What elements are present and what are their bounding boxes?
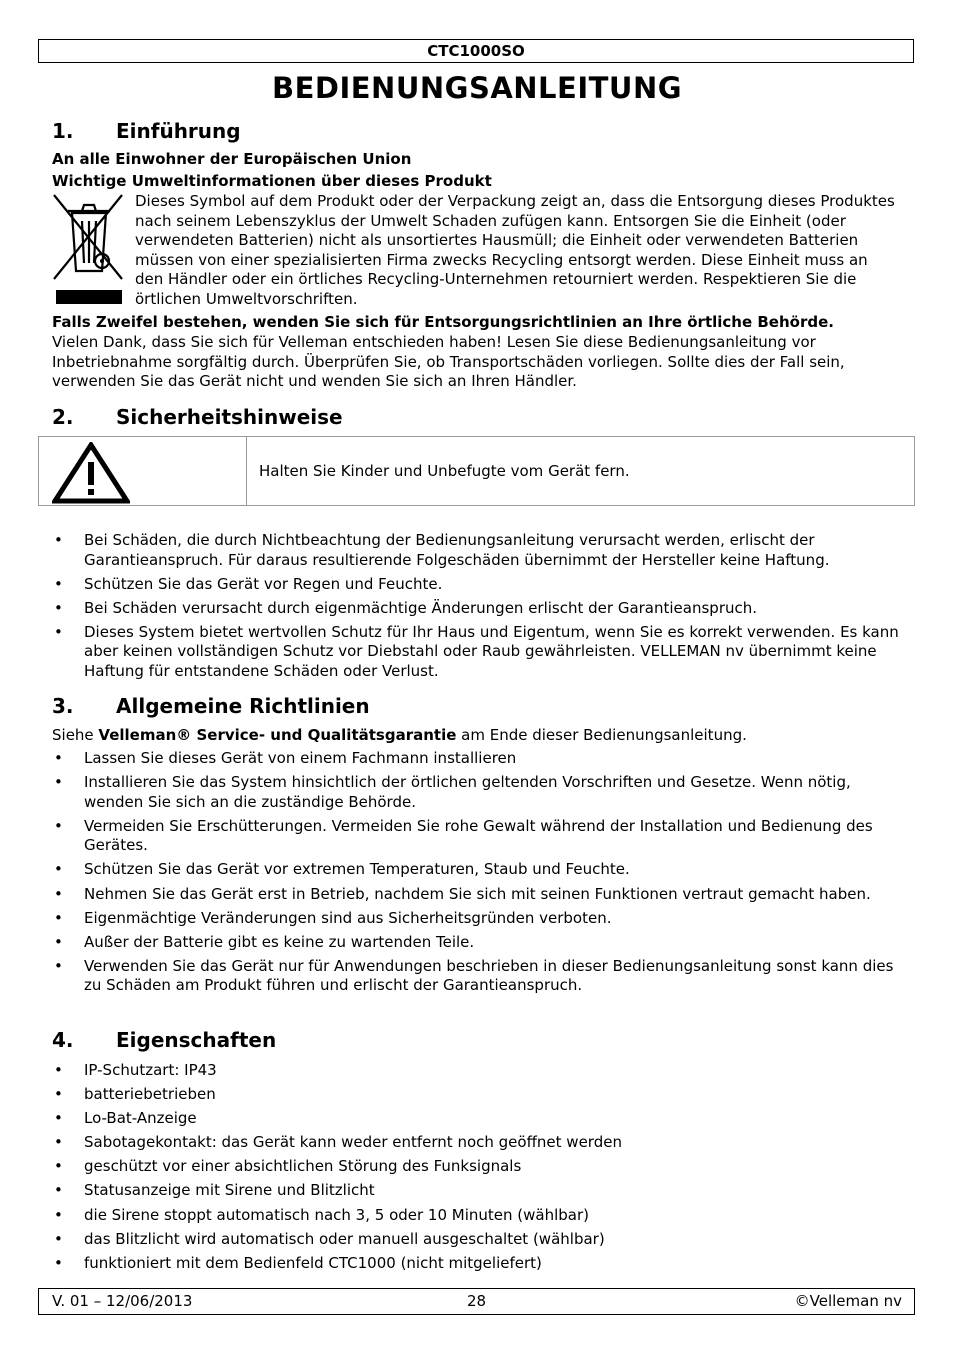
section-1-heading [52, 118, 241, 144]
warranty-reference: Velleman® Service- und Qualitätsgarantie [98, 726, 457, 744]
document-footer [38, 1288, 915, 1315]
section-1-title: Einführung [116, 119, 241, 143]
weee-disposal-text: Dieses Symbol auf dem Produkt oder der Verpackung zeigt an, dass die Entsorgung dieses Produktes nach seinem Lebenszyklus der Umwelt Schaden zufügen kann. Entsorgen Sie die Einheit (oder verwendeten Batterien) nicht als unsortiertes Hausmüll; die Einheit oder verwendeten Batterien müssen von einer spezialisierten Firma zwecks Recycling entsorgt werden. Diese Einheit muss an den Händler oder ein örtliches Recycling-Unternehmen retourniert werden. Respektieren Sie die örtlichen Umweltvorschriften. [135, 192, 895, 308]
list-item: • Schützen Sie das Gerät vor extremen Temperaturen, Staub und Feuchte. [54, 860, 630, 879]
section-4-heading [52, 1027, 276, 1053]
list-item: • das Blitzlicht wird automatisch oder manuell ausgeschaltet (wählbar) [54, 1229, 605, 1248]
bullet: • [54, 908, 63, 927]
intro-paragraph: Vielen Dank, dass Sie sich für Velleman entschieden haben! Lesen Sie diese Bedienungsanleitung vor Inbetriebnahme sorgfältig durch. Überprüfen Sie, ob Transportschäden vorliegen. Sollte dies der Fall sein, verwenden Sie das Gerät nicht und wenden Sie sich an Ihren Händler. [52, 333, 845, 391]
bullet: • [54, 956, 63, 975]
section-1-number: 1. [52, 119, 74, 143]
features-bullet-list [52, 1061, 902, 1278]
bullet: • [54, 1061, 63, 1079]
list-item: • Außer der Batterie gibt es keine zu wartenden Teile. [54, 932, 475, 951]
bullet: • [54, 598, 63, 617]
section-2-title: Sicherheitshinweise [116, 405, 343, 429]
list-item: • Vermeiden Sie Erschütterungen. Vermeiden Sie rohe Gewalt während der Installation und Bedienung des Gerätes. [54, 816, 873, 855]
bullet: • [54, 773, 63, 792]
eu-residents-subheading: An alle Einwohner der Europäischen Union [52, 150, 412, 168]
list-item: • die Sirene stoppt automatisch nach 3, 5 oder 10 Minuten (wählbar) [54, 1205, 590, 1224]
section-3-heading [52, 693, 370, 719]
section-4-number: 4. [52, 1028, 74, 1052]
version-date: V. 01 – 12/06/2013 [52, 1292, 193, 1310]
list-item: • batteriebetrieben [54, 1085, 216, 1104]
document-header [38, 39, 914, 63]
bullet: • [54, 1109, 63, 1128]
list-item: • Lassen Sie dieses Gerät von einem Fachmann installieren [54, 749, 517, 767]
list-item: • geschützt vor einer absichtlichen Störung des Funksignals [54, 1157, 522, 1176]
copyright: ©Velleman nv [794, 1292, 902, 1310]
bullet: • [54, 1133, 63, 1152]
list-item: • Sabotagekontakt: das Gerät kann weder entfernt noch geöffnet werden [54, 1133, 622, 1152]
list-item: • IP-Schutzart: IP43 [54, 1061, 217, 1079]
bullet: • [54, 531, 63, 549]
warning-icon-cell [39, 437, 247, 505]
warning-text: Halten Sie Kinder und Unbefugte vom Gerät fern. [259, 462, 630, 480]
bullet: • [54, 1205, 63, 1224]
list-item: • Verwenden Sie das Gerät nur für Anwendungen beschrieben in dieser Bedienungsanleitung sonst kann dies zu Schäden am Produkt führen und erlischt der Garantieanspruch. [54, 956, 894, 995]
bullet: • [54, 1253, 63, 1272]
bullet: • [54, 1085, 63, 1104]
environment-info-subheading: Wichtige Umweltinformationen über dieses Produkt [52, 172, 492, 190]
page-number: 28 [466, 1292, 487, 1310]
disposal-authority-note: Falls Zweifel bestehen, wenden Sie sich für Entsorgungsrichtlinien an Ihre örtliche Behörde. [52, 313, 834, 331]
list-item: • Lo-Bat-Anzeige [54, 1109, 197, 1128]
list-item: • Schützen Sie das Gerät vor Regen und Feuchte. [54, 574, 443, 593]
list-item: • Bei Schäden, die durch Nichtbeachtung der Bedienungsanleitung verursacht werden, erlischt der Garantieanspruch. Für daraus resultierende Folgeschäden übernimmt der Hersteller keine Haftung. [54, 531, 830, 569]
bullet: • [54, 932, 63, 951]
section-3-title: Allgemeine Richtlinien [116, 694, 370, 718]
bullet: • [54, 816, 63, 835]
guidelines-bullet-list [52, 749, 902, 1001]
list-item: • Nehmen Sie das Gerät erst in Betrieb, nachdem Sie sich mit seinen Funktionen vertraut gemacht haben. [54, 884, 871, 903]
list-item: • Eigenmächtige Veränderungen sind aus Sicherheitsgründen verboten. [54, 908, 612, 927]
bullet: • [54, 1181, 63, 1200]
warning-triangle-icon [52, 442, 130, 504]
page-title: BEDIENUNGSANLEITUNG [271, 71, 683, 105]
bullet: • [54, 749, 63, 767]
bullet: • [54, 1229, 63, 1248]
guidelines-intro: Siehe Velleman® Service- und Qualitätsgarantie am Ende dieser Bedienungsanleitung. [52, 726, 747, 744]
list-item: • Statusanzeige mit Sirene und Blitzlicht [54, 1181, 375, 1200]
list-item: • Bei Schäden verursacht durch eigenmächtige Änderungen erlischt der Garantieanspruch. [54, 598, 758, 617]
bullet: • [54, 860, 63, 879]
list-item: • Installieren Sie das System hinsichtlich der örtlichen geltenden Vorschriften und Gesetze. Wenn nötig, wenden Sie sich an die zuständige Behörde. [54, 773, 851, 811]
safety-warning-table [38, 436, 915, 506]
bullet: • [54, 884, 63, 903]
list-item: • Dieses System bietet wertvollen Schutz für Ihr Haus und Eigentum, wenn Sie es korrekt verwenden. Es kann aber keinen vollständigen Schutz vor Diebstahl oder Raub gewährleisten. VELLEMAN nv übernimmt keine Haftung für entstandene Schäden oder Verlust. [54, 622, 899, 681]
safety-bullet-list [52, 531, 902, 686]
section-4-title: Eigenschaften [116, 1028, 277, 1052]
section-3-number: 3. [52, 694, 74, 718]
list-item: • funktioniert mit dem Bedienfeld CTC1000 (nicht mitgeliefert) [54, 1253, 542, 1272]
bullet: • [54, 622, 63, 641]
model-number: CTC1000SO [427, 42, 525, 60]
section-2-number: 2. [52, 405, 74, 429]
bullet: • [54, 574, 63, 593]
bullet: • [54, 1157, 63, 1176]
section-2-heading [52, 404, 343, 430]
crossed-out-bin-icon [52, 193, 126, 307]
